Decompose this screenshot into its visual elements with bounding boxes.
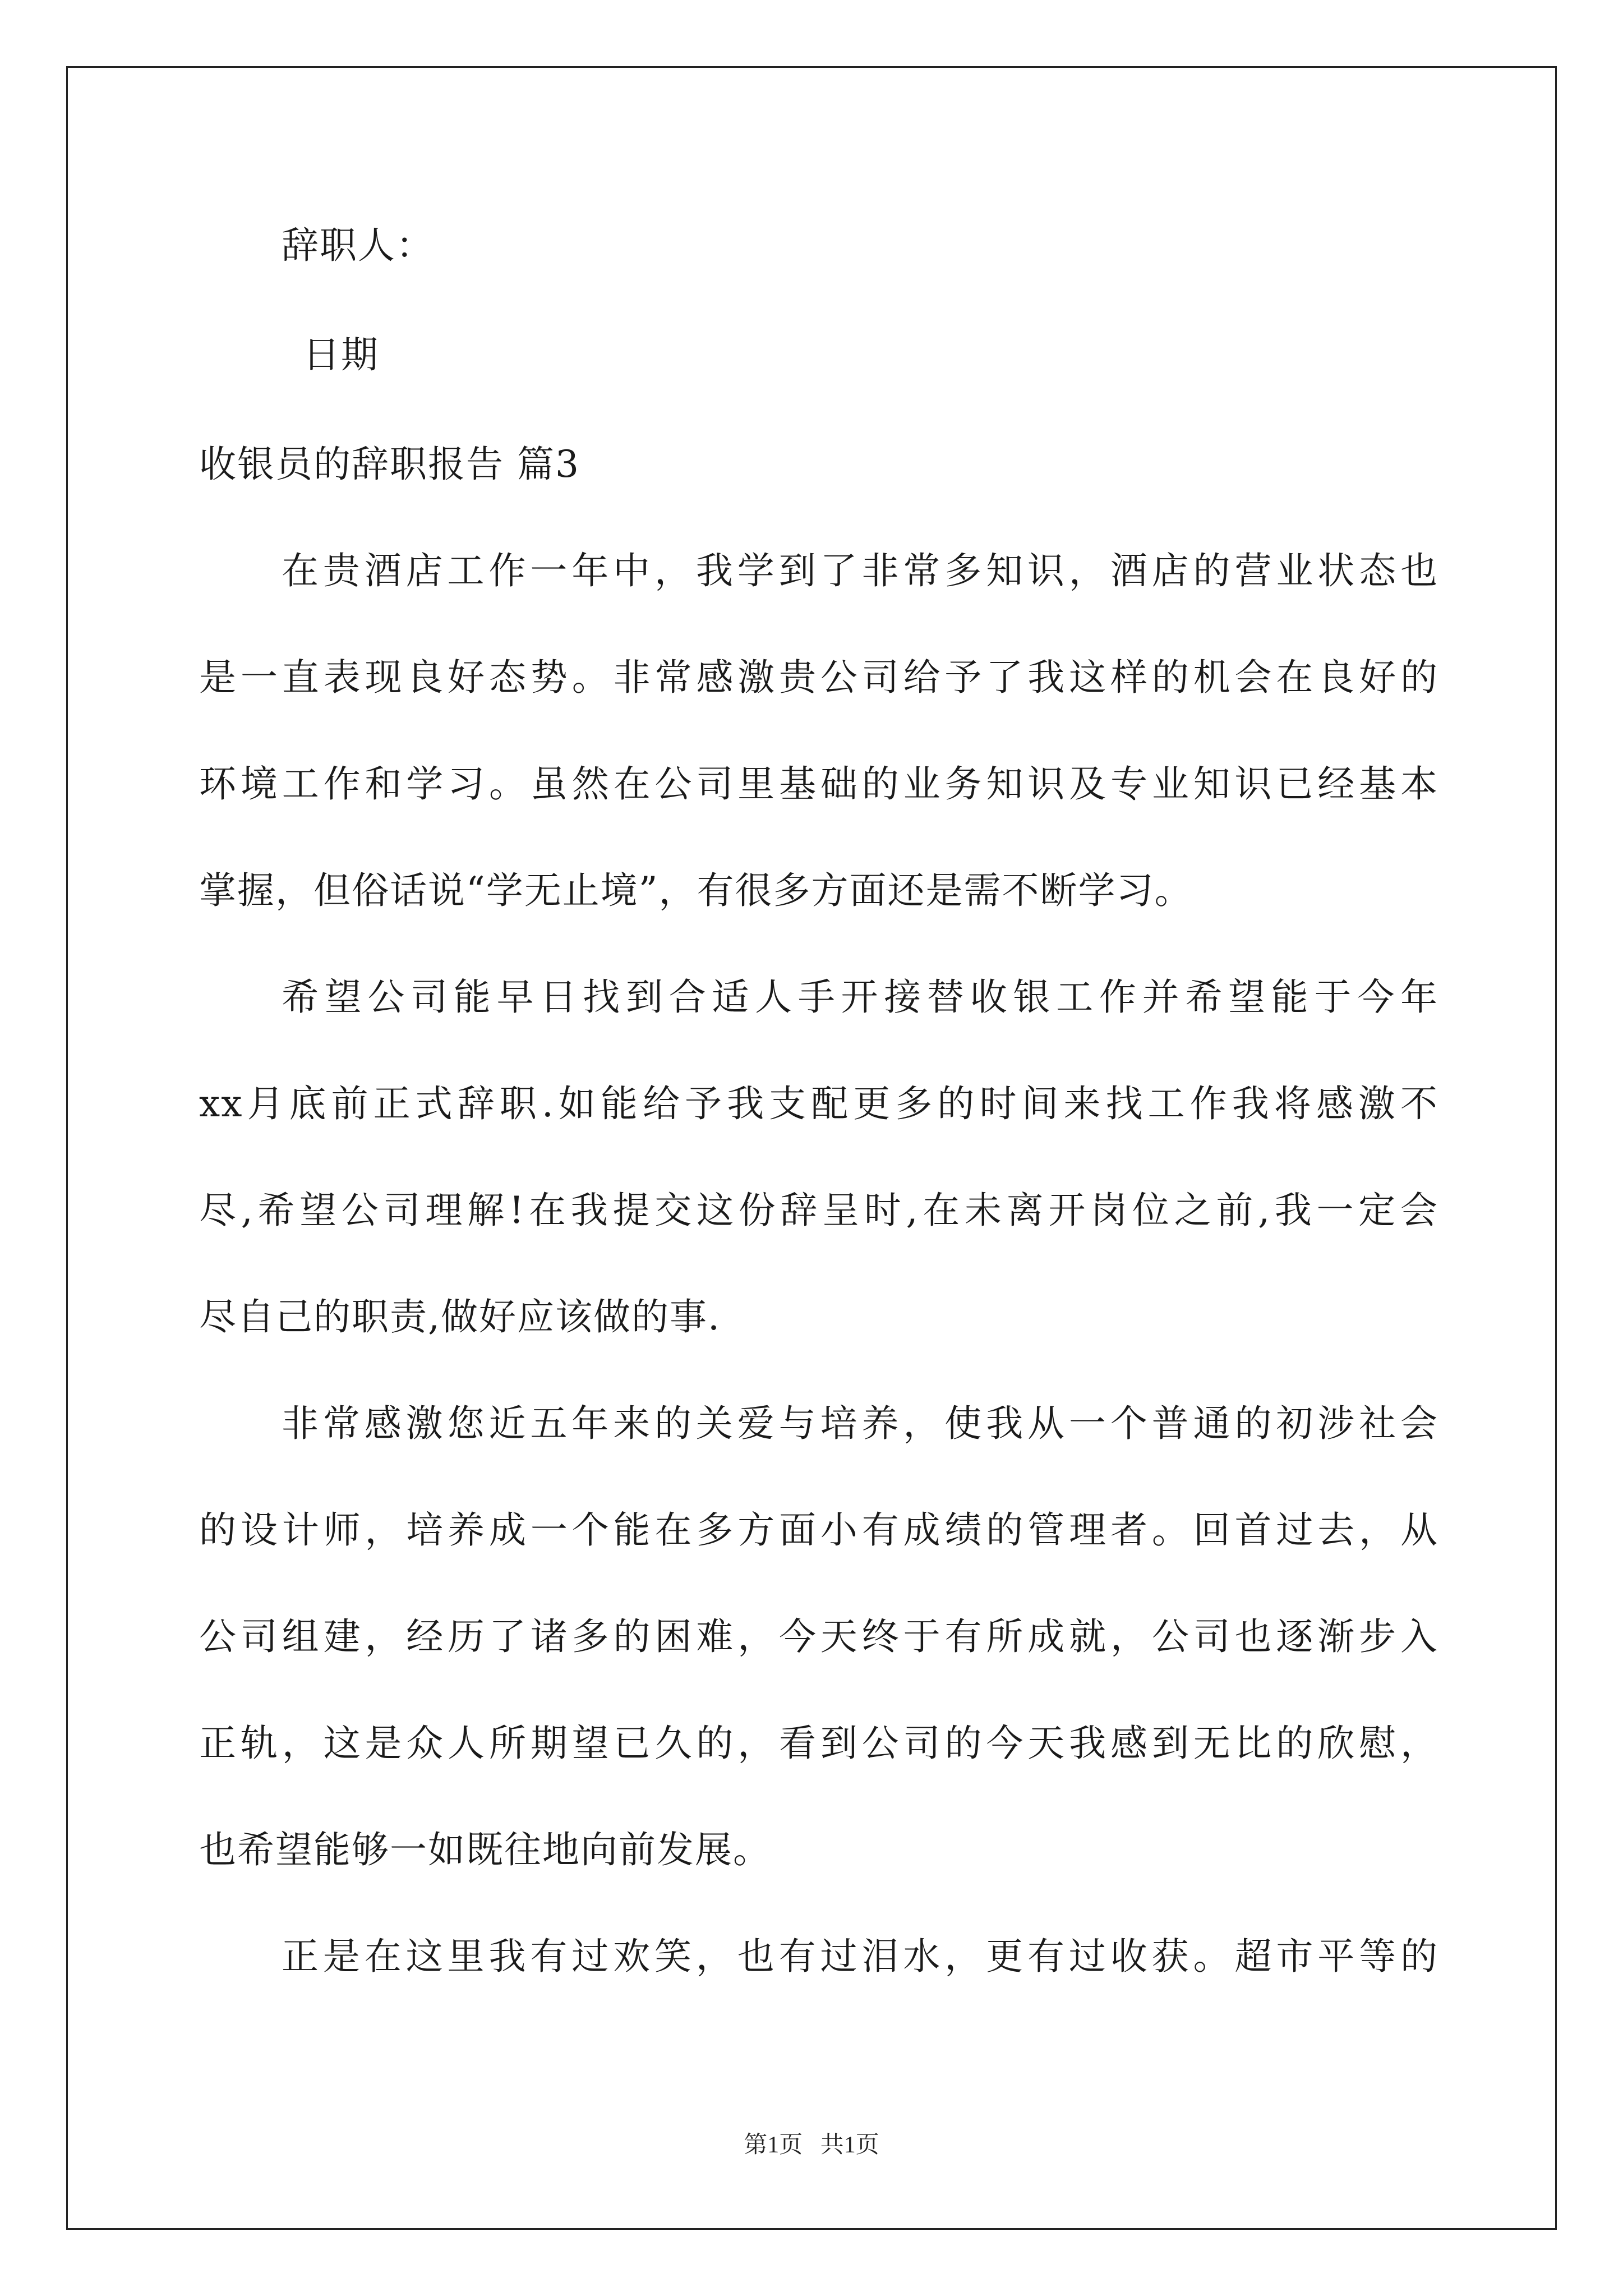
paragraph-2-line-2: xx月底前正式辞职.如能给予我支配更多的时间来找工作我将感激不 <box>199 1082 1438 1125</box>
paragraph-2-line-3: 尽,希望公司理解!在我提交这份辞呈时,在未离开岗位之前,我一定会 <box>199 1189 1438 1232</box>
paragraph-2-line-1: 希望公司能早日找到合适人手开接替收银工作并希望能于今年 <box>282 976 1438 1019</box>
signer-label: 辞职人： <box>282 224 434 267</box>
date-label: 日期 <box>303 333 379 376</box>
paragraph-1-line-1: 在贵酒店工作一年中，我学到了非常多知识，酒店的营业状态也 <box>282 549 1438 592</box>
section-heading: 收银员的辞职报告 篇3 <box>199 443 580 486</box>
paragraph-1-line-2: 是一直表现良好态势。非常感激贵公司给予了我这样的机会在良好的 <box>199 656 1438 699</box>
paragraph-1-line-4: 掌握，但俗话说“学无止境”，有很多方面还是需不断学习。 <box>199 869 1193 912</box>
paragraph-4-line-1: 正是在这里我有过欢笑，也有过泪水，更有过收获。超市平等的 <box>282 1935 1438 1978</box>
paragraph-3-line-2: 的设计师，培养成一个能在多方面小有成绩的管理者。回首过去，从 <box>199 1508 1438 1552</box>
paragraph-3-line-5: 也希望能够一如既往地向前发展。 <box>199 1828 771 1871</box>
paragraph-3-line-4: 正轨，这是众人所期望已久的，看到公司的今天我感到无比的欣慰， <box>199 1722 1438 1765</box>
paragraph-2-line-4: 尽自己的职责,做好应该做的事. <box>199 1295 721 1338</box>
page-indicator: 第1页 共1页 <box>744 2132 879 2158</box>
paragraph-1-line-3: 环境工作和学习。虽然在公司里基础的业务知识及专业知识已经基本 <box>199 762 1438 806</box>
page-border <box>66 66 1557 2230</box>
paragraph-3-line-3: 公司组建，经历了诸多的困难，今天终于有所成就，公司也逐渐步入 <box>199 1615 1438 1658</box>
paragraph-3-line-1: 非常感激您近五年来的关爱与培养，使我从一个普通的初涉社会 <box>282 1402 1438 1445</box>
